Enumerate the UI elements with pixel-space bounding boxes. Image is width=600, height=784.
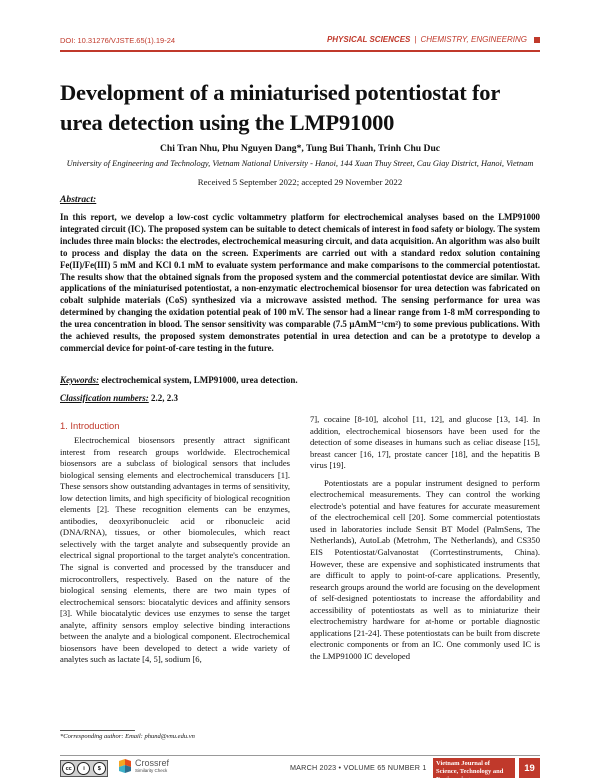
crossref-subtitle: Similarity Check [135, 768, 168, 773]
section-name: PHYSICAL SCIENCES [326, 35, 411, 44]
affiliation: University of Engineering and Technology, Vietnam National University - Hanoi, 144 Xuan Thuy Street, Cau Giay District, Hanoi, Vietnam [66, 159, 534, 168]
introduction-heading: 1. Introduction [60, 420, 120, 431]
crossref-badge[interactable] [118, 759, 169, 773]
abstract-text: In this report, we develop a low-cost cyclic voltammetry platform for electrochemical analyses based on the LMP91000 integrated circuit (IC). The proposed system can be suitable to detect chemicals of interest in food safety or biology. The system includes three main blocks: the electrodes, electrochemical measuring circuit, and data acquisition. An algorithm was also built to process and display the data on the screen. Experiments are carried out with a standard redox solution containing Fe(II)/Fe(III) 5 mM and KCl 0.1 mM to evaluate system performance and make comparisons to the commercial potentiostat. The results show that the obtained signals from the proposed system and the commercial potentiostat device are similar. With applications of the miniaturised potentiostat, a non-enzymatic electrochemical biosensor for urea detection was fabricated on cobalt sulphide materials (CoS) synthesized via a microwave assisted method. The sensing performance for urea was determined by changing the oxidation potential peak of 100 mV. The sensor had a linear range from 1-8 mM corresponding to the urea concentration in blood. The sensor sensitivity was comparable (7.5 µAmM⁻¹cm²) to some previous publications. With the achieved results, the proposed system demonstrates potential in urea detection and can be a prototype to develop a commercial device for point-of-care testing in the future. [60, 212, 540, 353]
intro-paragraph-1-continued: 7], cocaine [8-10], alcohol [11, 12], and glucose [13, 14]. In addition, electrochemical biosensors have been used for the detection of some diseases in humans such as celiac disease [15], breast cancer [16, 17], prostate cancer [18], and the hepatitis B virus [19]. [310, 414, 540, 471]
keywords-value: electrochemical system, LMP91000, urea detection. [101, 375, 298, 385]
right-column [310, 414, 540, 662]
left-column [60, 435, 290, 666]
section-separator: | [414, 35, 417, 44]
classification [60, 393, 540, 403]
classification-label: Classification numbers: [60, 393, 149, 403]
received-dates: Received 5 September 2022; accepted 29 November 2022 [197, 177, 403, 187]
footnote-rule [60, 730, 135, 731]
header-rule [60, 50, 540, 52]
page-number: 19 [519, 758, 540, 778]
intro-paragraph-1: Electrochemical biosensors presently attract significant interest from research groups worldwide. Electrochemical biosensors are a subclass of biological sensors that includes biological sensing elements and electrochemical transducers [1]. These sensors show outstanding advantages in terms of sensitivity, low detection limits, and high specificity of biological recognition elements [2]. These recognition elements can be enzymes, antibodies, deoxyribonucleic acid or ribonucleic acid (DNA/RNA), tissues, or other biomolecules, which react selectively with the target analyte and subsequently provide an electrical signal proportional to the target analyte's concentration. The signal is converted and processed by the transducer and microcontrollers, respectively. Based on the nature of the biological sensing elements, there are two main types of electrochemical sensors: biocatalytic devices and affinity sensors [3]. While biocatalytic devices use enzymes to sense the target analyte, affinity sensors employ selective binding interactions between the analyte and a biological component. Electrochemical biosensors have been developed to detect a wide variety of analytes such as lactate [4, 5], sodium [6, [60, 435, 290, 665]
abstract-label: Abstract: [60, 194, 97, 205]
doi-label[interactable]: DOI: 10.31276/VJSTE.65(1).19-24 [60, 36, 176, 45]
intro-paragraph-2: Potentiostats are a popular instrument designed to perform electrochemical measurements. They can control the working electrode's potential and have features for accurate measurement of the electrochemical cell [20]. Some commercial potentiostats used in laboratories include Sensit BT Model (PalmSens, The Netherlands), AutoLab (Metrohm, The Netherlands), and CS350 EIS Potentiostat/Galvanostat (Corrtestinstruments, China). However, these are expensive and sophisticated instruments that are difficult to apply to point-of-care applications. Presently, research groups around the world are focusing on the development of self-designed potentiostats to increase the affordability and accessibility of potentiostats as well as to miniaturize their electrochemistry hardware for at-home or portable diagnostic applications [21-24]. These potentiostats can be built from discrete electronic components or from an IC. One commonly used IC is the LMP91000 IC developed [310, 477, 540, 661]
corresponding-author-footnote[interactable]: *Corresponding author: Email: phund@vnu.edu.vn [60, 733, 195, 740]
section-header [327, 35, 540, 44]
crossref-logo-icon [118, 759, 132, 773]
journal-name: Vietnam Journal of Science, Technology and Engineering [433, 758, 515, 778]
issue-info: MARCH 2023 • VOLUME 65 NUMBER 1 [290, 763, 427, 772]
cc-license-badge[interactable] [60, 760, 108, 777]
cc-icon: cc [62, 762, 75, 775]
noncommercial-icon: $ [93, 762, 106, 775]
paper-title: Development of a miniaturised potentiostat for urea detection using the LMP91000 [60, 80, 500, 135]
crossref-name: Crossref [135, 758, 170, 768]
section-square-icon [534, 37, 540, 43]
keywords [60, 375, 540, 385]
classification-value: 2.2, 2.3 [151, 393, 179, 403]
footer-rule [60, 755, 540, 756]
attribution-icon: i [77, 762, 90, 775]
subsection-name: CHEMISTRY, ENGINEERING [420, 35, 527, 44]
author-list: Chi Tran Nhu, Phu Nguyen Dang*, Tung Bui Thanh, Trinh Chu Duc [159, 143, 441, 154]
keywords-label: Keywords: [60, 375, 99, 385]
